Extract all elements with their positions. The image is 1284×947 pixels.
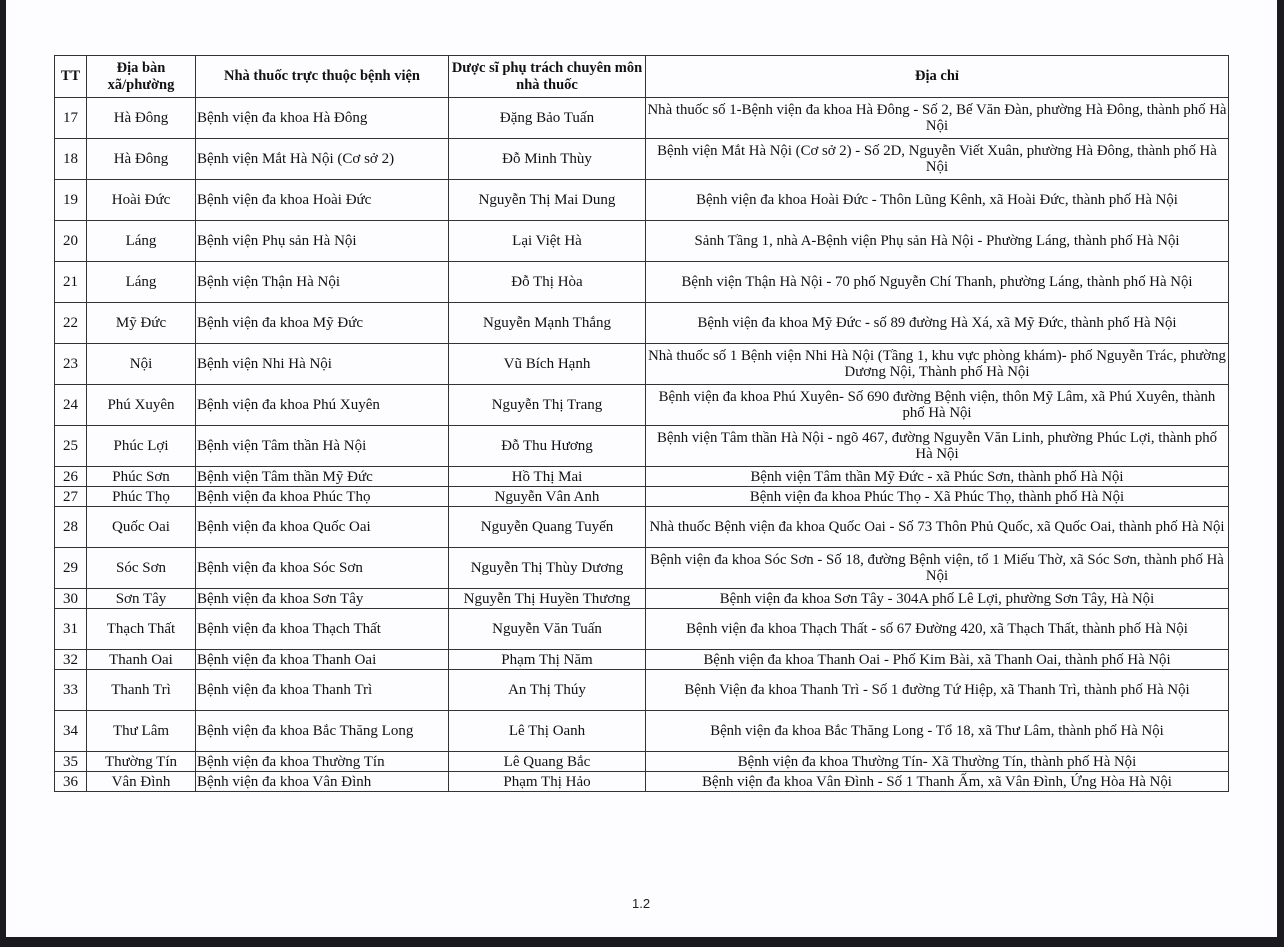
table-row: [55, 344, 1229, 385]
cell-tt: 19: [55, 180, 87, 221]
cell-address: Bệnh viện Tâm thần Mỹ Đức - xã Phúc Sơn, thành phố Hà Nội: [646, 467, 1229, 487]
cell-area: Vân Đình: [87, 772, 196, 792]
header-tt: TT: [55, 56, 87, 98]
cell-area: Thạch Thất: [87, 609, 196, 650]
cell-pharmacy: Bệnh viện đa khoa Thanh Trì: [196, 670, 449, 711]
cell-address: Bệnh viện Tâm thần Hà Nội - ngõ 467, đường Nguyễn Văn Linh, phường Phúc Lợi, thành phố Hà Nội: [646, 426, 1229, 467]
cell-pharmacist: Hồ Thị Mai: [449, 467, 646, 487]
cell-pharmacist: An Thị Thúy: [449, 670, 646, 711]
cell-tt: 29: [55, 548, 87, 589]
cell-address: Bệnh viện đa khoa Vân Đình - Số 1 Thanh Ấm, xã Vân Đình, Ứng Hòa Hà Nội: [646, 772, 1229, 792]
cell-tt: 33: [55, 670, 87, 711]
cell-pharmacist: Lê Quang Bắc: [449, 752, 646, 772]
cell-tt: 32: [55, 650, 87, 670]
cell-pharmacy: Bệnh viện đa khoa Bắc Thăng Long: [196, 711, 449, 752]
table-row: [55, 609, 1229, 650]
cell-pharmacist: Nguyễn Văn Tuấn: [449, 609, 646, 650]
cell-address: Bệnh viện đa khoa Phú Xuyên- Số 690 đường Bệnh viện, thôn Mỹ Lâm, xã Phú Xuyên, thành phố Hà Nội: [646, 385, 1229, 426]
table-row: [55, 548, 1229, 589]
cell-tt: 17: [55, 98, 87, 139]
cell-pharmacist: Nguyễn Vân Anh: [449, 487, 646, 507]
page-number: 1.2: [632, 896, 651, 911]
cell-address: Bệnh viện đa khoa Bắc Thăng Long - Tổ 18, xã Thư Lâm, thành phố Hà Nội: [646, 711, 1229, 752]
cell-pharmacist: Nguyễn Thị Mai Dung: [449, 180, 646, 221]
table-row: [55, 303, 1229, 344]
table-header-row: [55, 56, 1229, 98]
header-area: Địa bàn xã/phường: [87, 56, 196, 98]
cell-tt: 30: [55, 589, 87, 609]
cell-pharmacist: Phạm Thị Hảo: [449, 772, 646, 792]
cell-pharmacy: Bệnh viện đa khoa Sóc Sơn: [196, 548, 449, 589]
cell-pharmacist: Nguyễn Thị Huyền Thương: [449, 589, 646, 609]
cell-area: Nội: [87, 344, 196, 385]
cell-pharmacy: Bệnh viện Nhi Hà Nội: [196, 344, 449, 385]
cell-tt: 21: [55, 262, 87, 303]
table-row: [55, 487, 1229, 507]
cell-pharmacy: Bệnh viện đa khoa Thanh Oai: [196, 650, 449, 670]
cell-address: Bệnh viện đa khoa Thanh Oai - Phố Kim Bài, xã Thanh Oai, thành phố Hà Nội: [646, 650, 1229, 670]
cell-area: Sóc Sơn: [87, 548, 196, 589]
cell-pharmacy: Bệnh viện Tâm thần Mỹ Đức: [196, 467, 449, 487]
table-row: [55, 221, 1229, 262]
cell-pharmacy: Bệnh viện đa khoa Hoài Đức: [196, 180, 449, 221]
cell-pharmacy: Bệnh viện đa khoa Mỹ Đức: [196, 303, 449, 344]
cell-pharmacist: Phạm Thị Năm: [449, 650, 646, 670]
cell-area: Hoài Đức: [87, 180, 196, 221]
header-address: Địa chỉ: [646, 56, 1229, 98]
cell-area: Thanh Oai: [87, 650, 196, 670]
cell-address: Bệnh viện Mắt Hà Nội (Cơ sở 2) - Số 2D, Nguyễn Viết Xuân, phường Hà Đông, thành phố Hà Nội: [646, 139, 1229, 180]
cell-tt: 27: [55, 487, 87, 507]
cell-pharmacist: Lại Việt Hà: [449, 221, 646, 262]
table-row: [55, 711, 1229, 752]
cell-tt: 35: [55, 752, 87, 772]
cell-pharmacist: Nguyễn Mạnh Thắng: [449, 303, 646, 344]
cell-pharmacy: Bệnh viện đa khoa Hà Đông: [196, 98, 449, 139]
cell-area: Thư Lâm: [87, 711, 196, 752]
table-row: [55, 589, 1229, 609]
cell-area: Thường Tín: [87, 752, 196, 772]
cell-tt: 24: [55, 385, 87, 426]
cell-address: Bệnh viện Thận Hà Nội - 70 phố Nguyễn Chí Thanh, phường Láng, thành phố Hà Nội: [646, 262, 1229, 303]
cell-pharmacy: Bệnh viện Mắt Hà Nội (Cơ sở 2): [196, 139, 449, 180]
table-row: [55, 650, 1229, 670]
document-page: [6, 0, 1277, 937]
cell-tt: 36: [55, 772, 87, 792]
table-row: [55, 670, 1229, 711]
cell-area: Phúc Sơn: [87, 467, 196, 487]
cell-tt: 28: [55, 507, 87, 548]
cell-address: Bệnh viện đa khoa Sơn Tây - 304A phố Lê Lợi, phường Sơn Tây, Hà Nội: [646, 589, 1229, 609]
cell-tt: 18: [55, 139, 87, 180]
cell-area: Phúc Lợi: [87, 426, 196, 467]
cell-area: Mỹ Đức: [87, 303, 196, 344]
cell-tt: 26: [55, 467, 87, 487]
cell-tt: 23: [55, 344, 87, 385]
cell-tt: 25: [55, 426, 87, 467]
cell-pharmacy: Bệnh viện Tâm thần Hà Nội: [196, 426, 449, 467]
cell-area: Phúc Thọ: [87, 487, 196, 507]
table-row: [55, 426, 1229, 467]
cell-area: Thanh Trì: [87, 670, 196, 711]
cell-area: Phú Xuyên: [87, 385, 196, 426]
cell-tt: 22: [55, 303, 87, 344]
cell-area: Hà Đông: [87, 98, 196, 139]
header-pharmacist: Dược sĩ phụ trách chuyên môn nhà thuốc: [449, 56, 646, 98]
cell-pharmacist: Nguyễn Thị Trang: [449, 385, 646, 426]
cell-tt: 31: [55, 609, 87, 650]
table-row: [55, 772, 1229, 792]
header-pharmacy: Nhà thuốc trực thuộc bệnh viện: [196, 56, 449, 98]
cell-address: Sảnh Tầng 1, nhà A-Bệnh viện Phụ sản Hà Nội - Phường Láng, thành phố Hà Nội: [646, 221, 1229, 262]
cell-area: Sơn Tây: [87, 589, 196, 609]
cell-address: Nhà thuốc số 1 Bệnh viện Nhi Hà Nội (Tầng 1, khu vực phòng khám)- phố Nguyễn Trác, phường Dương Nội, Thành phố Hà Nội: [646, 344, 1229, 385]
cell-address: Bệnh viện đa khoa Thường Tín- Xã Thường Tín, thành phố Hà Nội: [646, 752, 1229, 772]
cell-pharmacy: Bệnh viện đa khoa Quốc Oai: [196, 507, 449, 548]
cell-pharmacist: Đỗ Minh Thùy: [449, 139, 646, 180]
table-row: [55, 139, 1229, 180]
cell-pharmacist: Đỗ Thị Hòa: [449, 262, 646, 303]
table-row: [55, 752, 1229, 772]
table-row: [55, 180, 1229, 221]
cell-pharmacy: Bệnh viện đa khoa Vân Đình: [196, 772, 449, 792]
cell-area: Láng: [87, 221, 196, 262]
table-row: [55, 507, 1229, 548]
cell-pharmacy: Bệnh viện đa khoa Thường Tín: [196, 752, 449, 772]
cell-pharmacy: Bệnh viện Thận Hà Nội: [196, 262, 449, 303]
cell-tt: 34: [55, 711, 87, 752]
pharmacy-table: [54, 55, 1229, 792]
cell-pharmacy: Bệnh viện Phụ sản Hà Nội: [196, 221, 449, 262]
cell-pharmacist: Nguyễn Thị Thùy Dương: [449, 548, 646, 589]
table-row: [55, 262, 1229, 303]
cell-pharmacist: Đặng Bảo Tuấn: [449, 98, 646, 139]
cell-pharmacy: Bệnh viện đa khoa Sơn Tây: [196, 589, 449, 609]
cell-address: Bệnh viện đa khoa Sóc Sơn - Số 18, đường Bệnh viện, tổ 1 Miếu Thờ, xã Sóc Sơn, thành phố Hà Nội: [646, 548, 1229, 589]
cell-tt: 20: [55, 221, 87, 262]
table-row: [55, 467, 1229, 487]
cell-area: Hà Đông: [87, 139, 196, 180]
cell-pharmacist: Lê Thị Oanh: [449, 711, 646, 752]
cell-pharmacist: Đỗ Thu Hương: [449, 426, 646, 467]
cell-address: Bệnh viện đa khoa Thạch Thất - số 67 Đường 420, xã Thạch Thất, thành phố Hà Nội: [646, 609, 1229, 650]
cell-pharmacy: Bệnh viện đa khoa Phú Xuyên: [196, 385, 449, 426]
cell-address: Bệnh viện đa khoa Phúc Thọ - Xã Phúc Thọ, thành phố Hà Nội: [646, 487, 1229, 507]
cell-pharmacist: Nguyễn Quang Tuyến: [449, 507, 646, 548]
cell-address: Bệnh viện đa khoa Mỹ Đức - số 89 đường Hà Xá, xã Mỹ Đức, thành phố Hà Nội: [646, 303, 1229, 344]
cell-address: Nhà thuốc Bệnh viện đa khoa Quốc Oai - Số 73 Thôn Phủ Quốc, xã Quốc Oai, thành phố Hà Nội: [646, 507, 1229, 548]
cell-address: Bệnh Viện đa khoa Thanh Trì - Số 1 đường Tứ Hiệp, xã Thanh Trì, thành phố Hà Nội: [646, 670, 1229, 711]
cell-pharmacist: Vũ Bích Hạnh: [449, 344, 646, 385]
cell-pharmacy: Bệnh viện đa khoa Phúc Thọ: [196, 487, 449, 507]
cell-address: Bệnh viện đa khoa Hoài Đức - Thôn Lũng Kênh, xã Hoài Đức, thành phố Hà Nội: [646, 180, 1229, 221]
cell-address: Nhà thuốc số 1-Bệnh viện đa khoa Hà Đông - Số 2, Bế Văn Đàn, phường Hà Đông, thành phố Hà Nội: [646, 98, 1229, 139]
cell-area: Quốc Oai: [87, 507, 196, 548]
table-row: [55, 385, 1229, 426]
table-row: [55, 98, 1229, 139]
cell-pharmacy: Bệnh viện đa khoa Thạch Thất: [196, 609, 449, 650]
cell-area: Láng: [87, 262, 196, 303]
